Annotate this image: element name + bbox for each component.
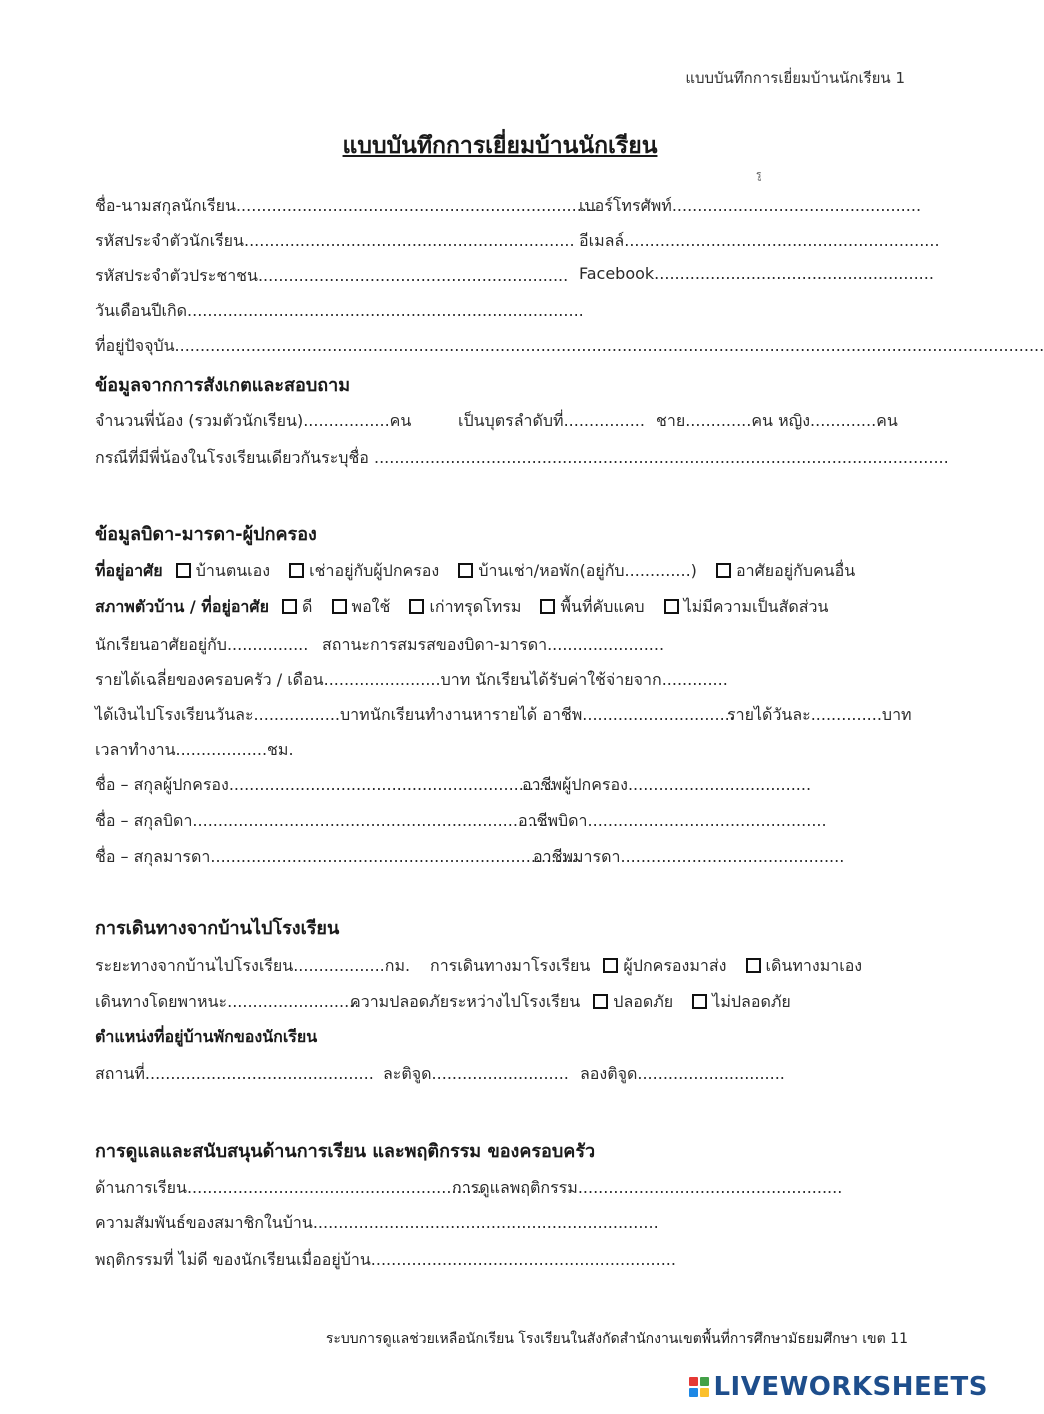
option-label: พื้นที่คับแคบ: [560, 597, 645, 616]
guardian-job-field[interactable]: อาชีพผู้ปกครอง....................................: [522, 775, 812, 794]
checkbox[interactable]: [692, 994, 707, 1009]
logo-square: [700, 1377, 709, 1386]
daily-income-field[interactable]: รายได้วันละ..............บาท: [727, 705, 912, 724]
marital-status-field[interactable]: สถานะการสมรสของบิดา-มารดา.......................: [322, 635, 665, 654]
liveworksheets-logo: [689, 1372, 988, 1402]
stray-mark: รู: [756, 170, 762, 181]
income-field[interactable]: รายได้เฉลี่ยของครอบครัว / เดือน.......................บาท นักเรียนได้รับค่าใช้จ่ายจาก.............: [95, 670, 728, 689]
logo-square: [689, 1377, 698, 1386]
option-label: เดินทางมาเอง: [765, 956, 863, 975]
name-field[interactable]: ชื่อ-นามสกุลนักเรียน.......................................................................: [95, 196, 598, 215]
brand-name: LIVEWORKSHEETS: [713, 1372, 988, 1402]
address-field[interactable]: ที่อยู่ปัจจุบัน...........................................................................................................................................................................: [95, 336, 1044, 355]
guardian-name-field[interactable]: ชื่อ – สกุลผู้ปกครอง................................................................: [95, 775, 555, 794]
relationship-field[interactable]: ความสัมพันธ์ของสมาชิกในบ้าน....................................................................: [95, 1213, 659, 1232]
residence-row: [95, 559, 855, 584]
distance-field[interactable]: ระยะทางจากบ้านไปโรงเรียน..................กม.: [95, 956, 411, 975]
bad-behavior-field[interactable]: พฤติกรรมที่ ไม่ดี ของนักเรียนเมื่ออยู่บ้าน............................................................: [95, 1250, 676, 1269]
student-id-field[interactable]: รหัสประจำตัวนักเรียน.................................................................: [95, 231, 575, 250]
page-header: แบบบันทึกการเยี่ยมบ้านนักเรียน 1: [685, 69, 905, 87]
option-label: เก่าทรุดโทรม: [429, 597, 522, 616]
birth-order-field[interactable]: เป็นบุตรลำดับที่................: [458, 411, 645, 430]
condition-label: สภาพตัวบ้าน / ที่อยู่อาศัย: [95, 597, 269, 616]
page-footer: ระบบการดูแลช่วยเหลือนักเรียน โรงเรียนในสังกัดสำนักงานเขตพื้นที่การศึกษามัธยมศึกษา เขต 11: [325, 1331, 908, 1347]
checkbox[interactable]: [176, 563, 191, 578]
option-label: ไม่มีความเป็นสัดส่วน: [683, 597, 829, 616]
mother-name-field[interactable]: ชื่อ – สกุลมารดา.........................................................................: [95, 847, 582, 866]
learning-field[interactable]: ด้านการเรียน..........................................................: [95, 1178, 482, 1197]
checkbox[interactable]: [332, 599, 347, 614]
work-field[interactable]: นักเรียนทำงานหารายได้ อาชีพ..............................: [370, 705, 735, 724]
safety-label: ความปลอดภัยระหว่างไปโรงเรียน: [350, 992, 581, 1011]
checkbox[interactable]: [746, 958, 761, 973]
checkbox[interactable]: [409, 599, 424, 614]
support-heading: การดูแลและสนับสนุนด้านการเรียน และพฤติกรรม ของครอบครัว: [95, 1141, 596, 1162]
option-label: พอใช้: [351, 597, 391, 616]
observation-heading: ข้อมูลจากการสังเกตและสอบถาม: [95, 375, 351, 396]
checkbox[interactable]: [458, 563, 473, 578]
lives-with-field[interactable]: นักเรียนอาศัยอยู่กับ................: [95, 635, 309, 654]
logo-square: [689, 1388, 698, 1397]
residence-label: ที่อยู่อาศัย: [95, 561, 163, 580]
vehicle-field[interactable]: เดินทางโดยพาหนะ..........................: [95, 992, 360, 1011]
travel-heading: การเดินทางจากบ้านไปโรงเรียน: [95, 918, 340, 939]
option-label: อาศัยอยู่กับคนอื่น: [736, 561, 856, 580]
father-name-field[interactable]: ชื่อ – สกุลบิดา.........................................................................: [95, 811, 564, 830]
logo-square: [700, 1388, 709, 1397]
option-label: บ้านเช่า/หอพัก(อยู่กับ.............): [478, 561, 697, 580]
option-label: ดี: [302, 597, 313, 616]
option-label: เช่าอยู่กับผู้ปกครอง: [309, 561, 440, 580]
behavior-care-field[interactable]: การดูแลพฤติกรรม....................................................: [452, 1178, 843, 1197]
siblings-field[interactable]: จำนวนพี่น้อง (รวมตัวนักเรียน).................คน: [95, 411, 412, 430]
checkbox[interactable]: [282, 599, 297, 614]
citizen-id-field[interactable]: รหัสประจำตัวประชาชน.............................................................: [95, 266, 569, 285]
allowance-field[interactable]: ได้เงินไปโรงเรียนวันละ.................บาท: [95, 705, 370, 724]
checkbox[interactable]: [716, 563, 731, 578]
gender-count-field[interactable]: ชาย.............คน หญิง.............คน: [656, 411, 898, 430]
checkbox[interactable]: [289, 563, 304, 578]
travel-label: การเดินทางมาโรงเรียน: [430, 956, 591, 975]
page-title: แบบบันทึกการเยี่ยมบ้านนักเรียน: [342, 133, 658, 159]
father-job-field[interactable]: อาชีพบิดา...............................................: [518, 811, 827, 830]
checkbox[interactable]: [664, 599, 679, 614]
location-heading: ตำแหน่งที่อยู่บ้านพักของนักเรียน: [95, 1027, 318, 1046]
option-label: ผู้ปกครองมาส่ง: [623, 956, 727, 975]
parents-heading: ข้อมูลบิดา-มารดา-ผู้ปกครอง: [95, 524, 317, 545]
checkbox[interactable]: [540, 599, 555, 614]
safety-row: [350, 990, 791, 1015]
birthdate-field[interactable]: วันเดือนปีเกิด..............................................................................: [95, 301, 584, 320]
checkbox[interactable]: [603, 958, 618, 973]
email-field[interactable]: อีเมลล์..............................................................: [579, 231, 940, 250]
phone-field[interactable]: เบอร์โทรศัพท์.................................................: [579, 196, 922, 215]
longitude-field[interactable]: ลองติจูด.............................: [580, 1064, 785, 1083]
work-hours-field[interactable]: เวลาทำงาน..................ชม.: [95, 740, 294, 759]
mother-job-field[interactable]: อาชีพมารดา............................................: [533, 847, 845, 866]
option-label: บ้านตนเอง: [195, 561, 271, 580]
option-label: ปลอดภัย: [613, 992, 674, 1011]
travel-method-row: [430, 954, 862, 979]
checkbox[interactable]: [593, 994, 608, 1009]
siblings-same-school-field[interactable]: กรณีที่มีพี่น้องในโรงเรียนเดียวกันระบุชื่อ .................................................................................................................: [95, 448, 949, 467]
condition-row: [95, 595, 828, 620]
latitude-field[interactable]: ละติจูด...........................: [383, 1064, 569, 1083]
option-label: ไม่ปลอดภัย: [712, 992, 791, 1011]
place-field[interactable]: สถานที่.............................................: [95, 1064, 374, 1083]
liveworksheets-icon: [689, 1377, 709, 1397]
facebook-field[interactable]: Facebook.......................................................: [579, 264, 934, 283]
